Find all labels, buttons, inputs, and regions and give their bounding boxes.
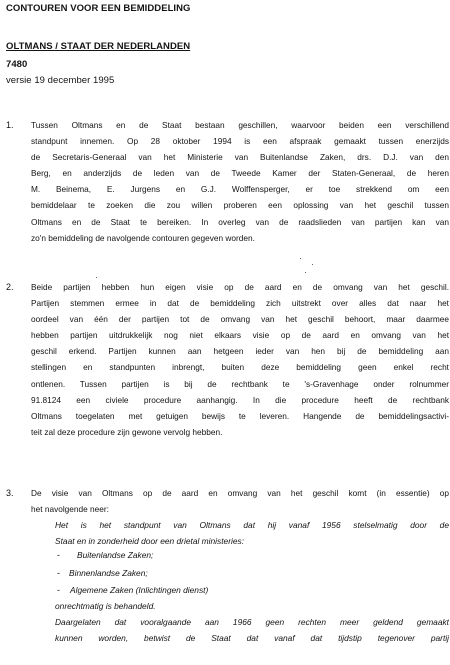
section-1-line: Berg, en anderzijds de leden van de Tweede Kamer der Staten-Generaal, de heren: [31, 168, 449, 179]
section-1-line: M. Beinema, E. Jurgens en G.J. Wolffensperger, er toe strekkend om een: [31, 184, 449, 195]
quote-line: Daargelaten dat vooralgaande aan 1966 geen rechten meer geldend gemaakt: [55, 617, 449, 628]
bullet-dash: -: [57, 550, 60, 560]
section-2-line: stellingen en standpunten inbrengt, buiten deze bemiddeling geen enkel recht: [31, 362, 449, 373]
section-1-line: standpunt innemen. Op 28 oktober 1994 is een afspraak gemaakt tussen enerzijds: [31, 136, 449, 147]
section-1-line: zo'n bemiddeling de navolgende contouren gegeven worden.: [31, 232, 255, 243]
section-3-number: 3.: [6, 488, 14, 498]
ministry-item: Algemene Zaken (Inlichtingen dienst): [70, 585, 209, 595]
section-2-line: oordeel van één der partijen tot de omvang van het geschil behoort, maar daarmee: [31, 314, 449, 325]
quote-intro: [55, 517, 449, 549]
section-2-line: geschil erkend. Partijen kunnen aan hetgeen ieder van hen bij de bemiddeling aan: [31, 346, 449, 357]
scan-speck: [96, 277, 97, 278]
quote-line: Het is het standpunt van Oltmans dat hij vanaf 1956 stelselmatig door de: [55, 520, 449, 530]
ministry-item: Buitenlandse Zaken;: [77, 550, 154, 560]
section-3-line: De visie van Oltmans op de aard en omvang van het geschil komt (in essentie) op: [31, 488, 449, 498]
document-title: CONTOUREN VOOR EEN BEMIDDELING: [6, 3, 191, 14]
section-1-line: de Secretaris-Generaal van het Ministerie van Buitenlandse Zaken, drs. D.J. van den: [31, 152, 449, 163]
section-2-line: ontlenen. Tussen partijen is bij de rechtbank te 's-Gravenhage onder rolnummer: [31, 378, 449, 389]
quote-line: onrechtmatig is behandeld.: [55, 601, 156, 611]
section-1-line: Oltmans en de Staat te bereiken. In overleg van de raadslieden van partijen kan van: [31, 216, 449, 227]
case-title: OLTMANS / STAAT DER NEDERLANDEN: [6, 41, 191, 52]
section-1-line: bemiddelaar te zoeken die zou willen proberen een oplossing van het geschil tussen: [31, 200, 449, 211]
quote-outro: [55, 598, 449, 646]
section-2-line: Oltmans toegelaten met getuigen bewijs te leveren. Hangende de bemiddelingsactivi-: [31, 410, 449, 421]
scan-speck: [312, 264, 313, 265]
version-date: versie 19 december 1995: [6, 75, 115, 86]
section-1-paragraph: [31, 117, 449, 246]
bullet-dash: -: [57, 568, 60, 578]
section-1-number: 1.: [6, 120, 14, 130]
bullet-dash: -: [57, 585, 60, 595]
scan-speck: [305, 272, 306, 273]
section-2-line: hebben partijen uitdrukkelijk nog niet elkaars visie op de aard en omvang van het: [31, 330, 449, 341]
section-2-line: Beide partijen hebben hun eigen visie op de aard en de omvang van het geschil.: [31, 282, 449, 292]
quote-line: Staat en in zonderheid door een drietal ministeries:: [55, 536, 245, 547]
section-3-paragraph: [31, 485, 449, 517]
ministry-item: Binnenlandse Zaken;: [69, 568, 148, 578]
section-2-line: 91.8124 een civiele procedure aanhangig. In die procedure heeft de rechtbank: [31, 394, 449, 405]
quote-line: kunnen worden, betwist de Staat dat vanaf dat tijdstip tegenover partij: [55, 633, 449, 644]
section-2-line: Partijen stemmen ermee in dat de bemiddeling zich uitstrekt over alles dat naar het: [31, 298, 449, 309]
scan-speck: [300, 258, 301, 259]
section-2-number: 2.: [6, 282, 14, 292]
case-number: 7480: [6, 59, 28, 70]
section-2-paragraph: [31, 279, 449, 440]
section-1-line: Tussen Oltmans en de Staat bestaan geschillen, waarvoor beiden een verschillend: [31, 120, 449, 130]
section-3-line: het navolgende neer:: [31, 504, 109, 515]
section-2-line: teit zal deze procedure zijn gewone vervolg hebben.: [31, 426, 223, 437]
